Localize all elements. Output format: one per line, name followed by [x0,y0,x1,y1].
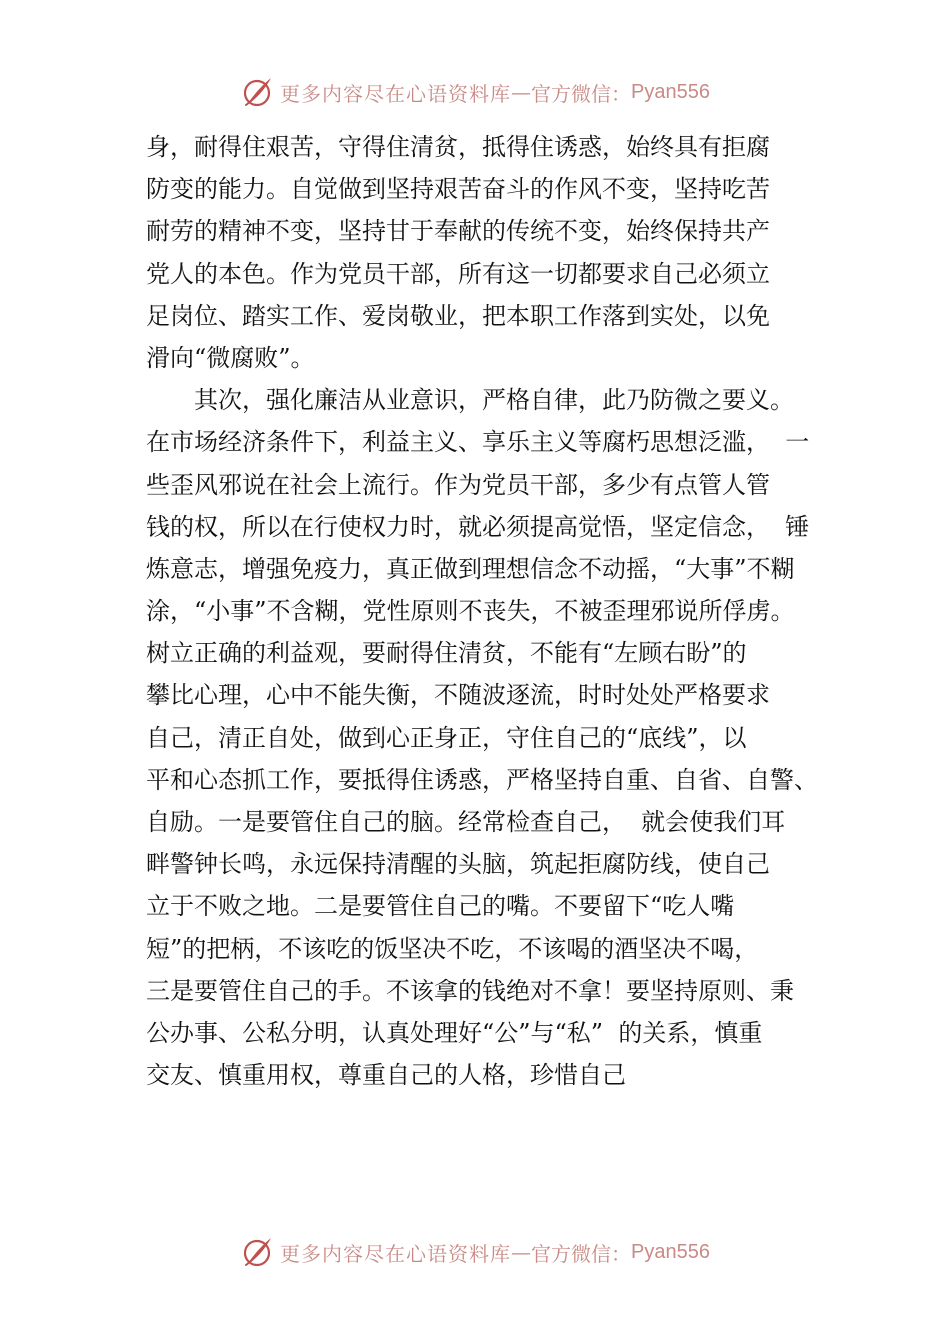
body-line: 钱的权，所以在行使权力时，就必须提高觉悟，坚定信念， 锤 [146,512,810,541]
banner-separator: — [511,80,532,104]
body-line: 足岗位、踏实工作、爱岗敬业，把本职工作落到实处，以免 [146,301,770,330]
body-line: 在市场经济条件下，利益主义、享乐主义等腐朽思想泛滥， 一 [146,428,810,457]
body-line: 党人的本色。作为党员干部，所有这一切都要求自己必须立 [146,259,770,288]
body-line: 炼意志，增强免疫力，真正做到理想信念不动摇，“大事”不糊 [146,554,795,583]
body-line: 耐劳的精神不变，坚持甘于奉献的传统不变，始终保持共产 [146,217,770,246]
body-line: 自己，清正自处，做到心正身正，守住自己的“底线”，以 [146,723,747,752]
body-line: 公办事、公私分明，认真处理好“公”与“私” 的关系，慎重 [146,1018,763,1047]
body-line: 畔警钟长鸣，永远保持清醒的头脑，筑起拒腐防线，使自己 [146,850,770,879]
document-body [146,126,836,1096]
quill-pen-logo-icon [240,75,274,109]
body-line: 立于不败之地。二是要管住自己的嘴。不要留下“吃人嘴 [146,892,735,921]
banner-text: 更多内容尽在心语资料库 [280,81,512,106]
body-line: 身，耐得住艰苦，守得住清贫，抵得住诱惑，始终具有拒腐 [146,133,770,161]
quill-pen-logo-icon [240,1235,274,1269]
banner-wechat-label: 官方微信： [531,81,632,106]
footer-banner [0,1230,950,1274]
body-line: 些歪风邪说在社会上流行。作为党员干部，多少有点管人管 [146,470,770,499]
banner-text: 更多内容尽在心语资料库 [280,1241,512,1266]
banner-wechat-label: 官方微信： [531,1241,632,1266]
banner-wechat-id: Pyan556 [631,80,710,103]
body-line: 防变的能力。自觉做到坚持艰苦奋斗的作风不变，坚持吃苦 [146,175,770,204]
body-line: 树立正确的利益观，要耐得住清贫，不能有“左顾右盼”的 [146,639,747,668]
body-line: 涂，“小事”不含糊，党性原则不丧失，不被歪理邪说所俘虏。 [146,597,795,626]
body-line: 短”的把柄，不该吃的饭坚决不吃，不该喝的酒坚决不喝， [146,934,759,963]
body-line: 滑向“微腐败”。 [146,343,315,372]
body-line: 其次，强化廉洁从业意识，严格自律，此乃防微之要义。 [146,386,794,415]
body-line: 交友、慎重用权，尊重自己的人格，珍惜自己 [146,1061,626,1090]
banner-wechat-id: Pyan556 [631,1240,710,1263]
body-line: 自励。一是要管住自己的脑。经常检查自己， 就会使我们耳 [146,808,786,836]
header-banner [0,70,950,114]
body-line: 平和心态抓工作，要抵得住诱惑，严格坚持自重、自省、自警、 [146,765,818,794]
body-line: 攀比心理，心中不能失衡，不随波逐流，时时处处严格要求 [146,681,770,710]
banner-separator: — [511,1240,532,1264]
body-line: 三是要管住自己的手。不该拿的钱绝对不拿！要坚持原则、秉 [146,976,794,1005]
